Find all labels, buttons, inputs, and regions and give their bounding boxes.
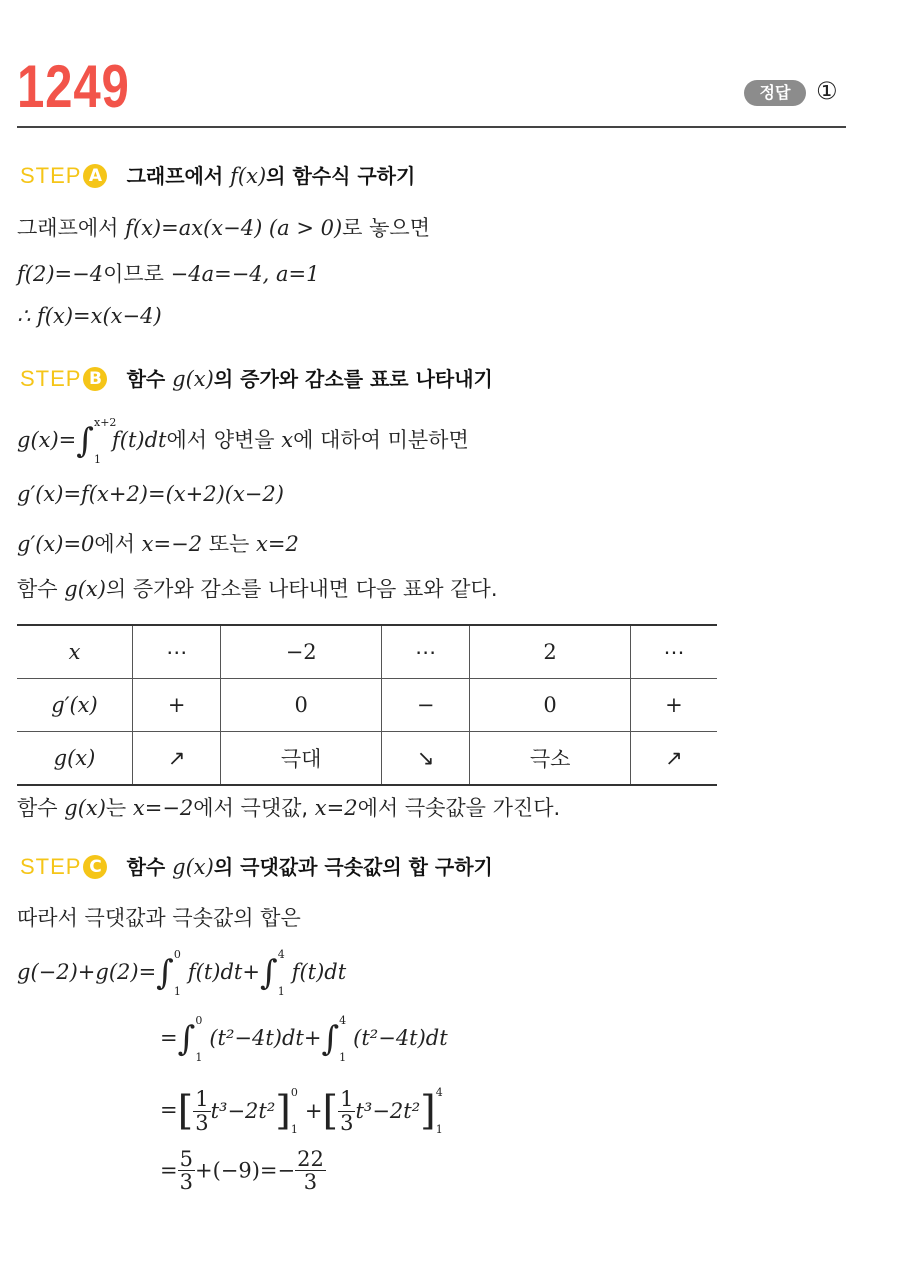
math: =: [160, 1026, 178, 1050]
math: +(−9)=−: [194, 1158, 296, 1183]
equation-line-2: [160, 1014, 448, 1064]
increase-decrease-table: [17, 624, 717, 786]
text: 그래프에서: [17, 216, 126, 240]
text: 또는: [202, 532, 256, 556]
math: x=2: [256, 532, 299, 556]
left-bracket: [: [322, 1088, 339, 1134]
lower-limit: 1: [277, 985, 285, 998]
integral-sign: ∫: [177, 1019, 196, 1059]
table-cell: ⋯: [381, 625, 469, 679]
table-cell: ⋯: [133, 625, 221, 679]
bracket-limits: [291, 1086, 305, 1136]
table-cell: x: [17, 625, 133, 679]
math: (t²−4t)dt+: [209, 1026, 322, 1050]
denominator: 3: [179, 1170, 193, 1195]
text: 의 증가와 감소를 나타내면 다음 표와 같다.: [105, 577, 498, 601]
step-a-line-2: [17, 258, 319, 288]
table-cell: −: [381, 679, 469, 732]
step-c-title-pre: 함수: [126, 855, 173, 879]
table-cell: +: [133, 679, 221, 732]
math: t³−2t²: [355, 1099, 421, 1123]
integral-limits: [94, 416, 117, 466]
step-letter-b: B: [83, 367, 107, 391]
math: t³−2t²: [210, 1099, 276, 1123]
table-cell: ↗: [133, 732, 221, 786]
upper-limit: 4: [435, 1086, 443, 1099]
integral-sign: ∫: [156, 953, 174, 993]
integral-limits: [278, 948, 292, 998]
fraction: [193, 1088, 210, 1133]
math: g(−2)+g(2)=: [17, 960, 157, 984]
upper-limit: 0: [195, 1014, 203, 1027]
text: 에서 극댓값,: [193, 796, 315, 820]
lower-limit: 1: [94, 453, 101, 466]
table-cell: 극대: [221, 732, 382, 786]
step-b-line-4: [17, 573, 498, 603]
math: f(t)dt: [291, 960, 347, 984]
text: 에 대하여 미분하면: [293, 428, 469, 452]
step-label: STEP: [20, 366, 82, 391]
table-cell: 극소: [470, 732, 631, 786]
step-a-line-3: [17, 304, 162, 328]
step-a-title-post: 의 함수식 구하기: [266, 164, 416, 188]
denominator: 3: [340, 1110, 354, 1135]
upper-limit: 4: [277, 948, 285, 961]
table-cell: g(x): [17, 732, 133, 786]
integral-limits: [174, 948, 188, 998]
step-a-title-pre: 그래프에서: [126, 164, 231, 188]
left-bracket: [: [177, 1088, 194, 1134]
lower-limit: 1: [290, 1123, 298, 1136]
upper-limit: 4: [339, 1014, 347, 1027]
math: x=2: [314, 796, 358, 820]
math: x: [281, 428, 294, 452]
table-cell: +: [630, 679, 717, 732]
math: =: [160, 1098, 178, 1122]
step-b-heading: [20, 363, 493, 392]
table-cell: −2: [221, 625, 382, 679]
step-letter-c: C: [83, 855, 107, 879]
text: 함수: [17, 796, 65, 820]
equation-line-1: [17, 948, 346, 998]
text: 는: [105, 796, 133, 820]
step-b-title-pre: 함수: [126, 367, 173, 391]
step-a-line-1: [17, 212, 430, 242]
upper-limit: x+2: [94, 416, 117, 429]
math: g(x): [64, 796, 106, 820]
math: g(x): [64, 577, 106, 601]
integral-limits: [339, 1014, 353, 1064]
denominator: 3: [303, 1170, 318, 1195]
step-b-title-post: 의 증가와 감소를 표로 나타내기: [213, 367, 493, 391]
table-cell: 0: [221, 679, 382, 732]
numerator: 5: [179, 1147, 193, 1171]
math: +: [304, 1099, 323, 1123]
problem-number: 1249: [17, 53, 130, 120]
integral-sign: ∫: [76, 421, 94, 461]
step-a-heading: [20, 160, 415, 189]
math: f(t)dt: [112, 428, 167, 452]
right-bracket: ]: [275, 1088, 291, 1134]
answer-badge: 정답: [744, 80, 806, 106]
math: f(x)=ax(x−4) (a > 0): [125, 216, 343, 240]
table-cell: ⋯: [630, 625, 717, 679]
numerator: 1: [340, 1087, 354, 1112]
text: 이므로: [103, 262, 171, 286]
table-row: [17, 625, 717, 679]
table-row: [17, 732, 717, 786]
fraction: [178, 1148, 195, 1193]
step-b-line-2: [17, 482, 284, 506]
right-bracket: ]: [420, 1088, 436, 1134]
upper-limit: 0: [173, 948, 181, 961]
math: −4a=−4, a=1: [170, 262, 320, 286]
step-b-title-math: g(x): [172, 367, 214, 391]
denominator: 3: [195, 1110, 209, 1135]
integral-sign: ∫: [321, 1019, 340, 1059]
math: f(2)=−4: [17, 262, 104, 286]
math: g′(x)=f(x+2)=(x+2)(x−2): [17, 482, 284, 506]
text: 에서 양변을: [166, 428, 282, 452]
header-divider: [17, 126, 846, 128]
step-c-title-post: 의 극댓값과 극솟값의 합 구하기: [213, 855, 493, 879]
math: f(t)dt+: [187, 960, 260, 984]
step-c-title-math: g(x): [172, 855, 214, 879]
text: 에서 극솟값을 가진다.: [357, 796, 561, 820]
upper-limit: 0: [290, 1086, 298, 1099]
math: (t²−4t)dt: [353, 1026, 448, 1050]
lower-limit: 1: [339, 1051, 347, 1064]
table-cell: ↗: [630, 732, 717, 786]
table-cell: g′(x): [17, 679, 133, 732]
math: x=−2: [132, 796, 194, 820]
step-label: STEP: [20, 854, 82, 879]
step-c-heading: [20, 851, 493, 880]
lower-limit: 1: [195, 1051, 203, 1064]
step-letter-a: A: [83, 164, 107, 188]
lower-limit: 1: [435, 1123, 443, 1136]
step-b-line-1: [17, 416, 469, 466]
step-a-title-math: f(x): [230, 164, 267, 188]
fraction: [295, 1148, 326, 1193]
numerator: 1: [195, 1087, 209, 1112]
answer-value: ①: [816, 77, 838, 105]
table-row: [17, 679, 717, 732]
step-c-line-1: 따라서 극댓값과 극솟값의 합은: [17, 906, 301, 930]
numerator: 22: [297, 1147, 324, 1171]
text: 함수: [17, 577, 65, 601]
lower-limit: 1: [173, 985, 181, 998]
step-b-line-3: [17, 528, 299, 558]
integral-sign: ∫: [259, 953, 278, 993]
step-label: STEP: [20, 163, 82, 188]
equation-line-3: [160, 1086, 450, 1136]
table-cell: 2: [470, 625, 631, 679]
equation-line-4: [160, 1148, 326, 1193]
bracket-limits: [436, 1086, 450, 1136]
step-b-conclusion: [17, 792, 560, 822]
table-cell: 0: [470, 679, 631, 732]
integral-limits: [195, 1014, 209, 1064]
math: =: [160, 1158, 178, 1183]
math: g(x)=: [17, 428, 77, 452]
text: 에서: [94, 532, 142, 556]
math: x=−2: [141, 532, 203, 556]
text: 로 놓으면: [342, 216, 430, 240]
math: g′(x)=0: [17, 532, 95, 556]
fraction: [338, 1088, 355, 1133]
math: ∴ f(x)=x(x−4): [17, 304, 162, 328]
table-cell: ↘: [381, 732, 469, 786]
